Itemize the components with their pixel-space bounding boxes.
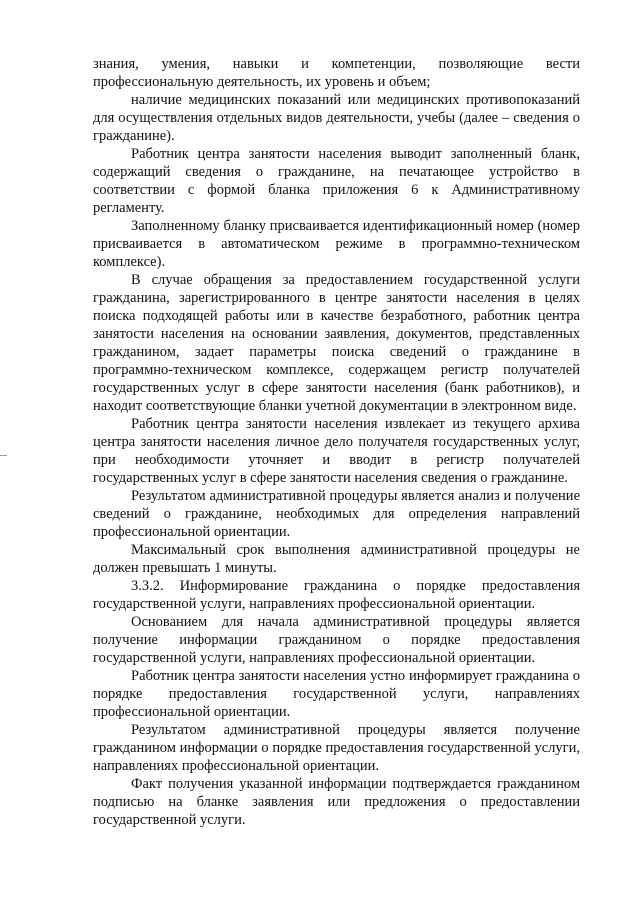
document-body xyxy=(93,55,580,829)
paragraph-medical-indications: наличие медицинских показаний или медицинских противопоказаний для осуществления отдельных видов деятельности, учебы (далее – сведения о гражданине). xyxy=(93,92,580,144)
section-heading-3-3-2: 3.3.2. Информирование гражданина о порядке предоставления государственной услуги, направлениях профессиональной ориентации. xyxy=(93,578,580,612)
paragraph-result-analysis: Результатом административной процедуры является анализ и получение сведений о гражданине, необходимых для определения направлений профессиональной ориентации. xyxy=(93,488,580,540)
paragraph-registered-citizen: В случае обращения за предоставлением государственной услуги гражданина, зарегистрированного в центре занятости населения в целях поиска подходящей работы или в качестве безработного, работник центра занятости населения на основании заявления, документов, представленных гражданином, задает параметры поиска сведений о гражданине в программно-техническом комплексе, содержащем регистр получателей государственных услуг в сфере занятости населения (банк работников), и находит соответствующие бланки учетной документации в электронном виде. xyxy=(93,272,580,414)
paragraph-max-duration: Максимальный срок выполнения административной процедуры не должен превышать 1 минуты. xyxy=(93,542,580,576)
paragraph-result-information: Результатом административной процедуры является получение гражданином информации о порядке предоставления государственной услуги, направлениях профессиональной ориентации. xyxy=(93,722,580,774)
paragraph-personal-file: Работник центра занятости населения извлекает из текущего архива центра занятости населения личное дело получателя государственных услуг, при необходимости уточняет и вводит в регистр получателей государственных услуг в сфере занятости населения сведения о гражданине. xyxy=(93,416,580,486)
paragraph-id-number: Заполненному бланку присваивается идентификационный номер (номер присваивается в автоматическом режиме в программно-техническом комплексе). xyxy=(93,218,580,270)
paragraph-print-form: Работник центра занятости населения выводит заполненный бланк, содержащий сведения о гражданине, на печатающее устройство в соответствии с формой бланка приложения 6 к Административному регламенту. xyxy=(93,146,580,216)
paragraph-competencies: знания, умения, навыки и компетенции, позволяющие вести профессиональную деятельность, их уровень и объем; xyxy=(93,56,580,90)
paragraph-confirmation-signature: Факт получения указанной информации подтверждается гражданином подписью на бланке заявления или предложения о предоставлении государственной услуги. xyxy=(93,776,580,828)
paragraph-basis: Основанием для начала административной процедуры является получение информации гражданином о порядке предоставления государственной услуги, направлениях профессиональной ориентации. xyxy=(93,614,580,666)
scan-edge-mark xyxy=(0,455,7,456)
paragraph-oral-informing: Работник центра занятости населения устно информирует гражданина о порядке предоставления государственной услуги, направлениях профессиональной ориентации. xyxy=(93,668,580,720)
